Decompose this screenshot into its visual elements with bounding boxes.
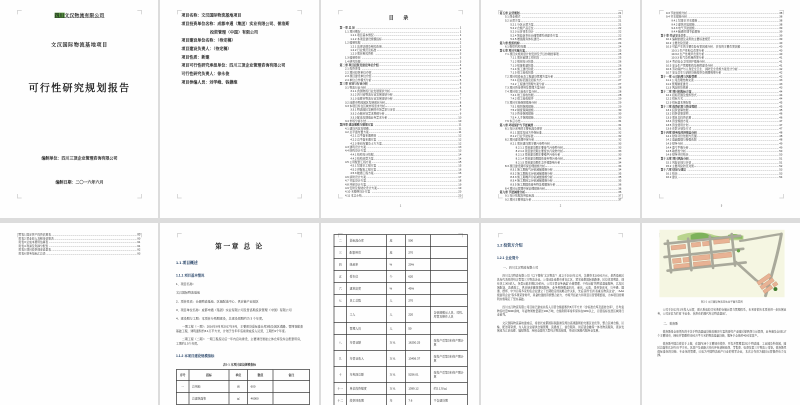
toc-entry[interactable]: 3.3.1 物流园区发展的市场需求与定位 9 [350, 108, 462, 112]
toc-entry[interactable]: 8.2.1.2 项目建设期主要废水污染物分析 33 [515, 149, 622, 153]
toc-entry[interactable]: 第十四章 财务及经济效益分析 48 [660, 130, 782, 134]
toc-entry[interactable]: 4.2.3 竖向布置及土方方案 12 [350, 141, 462, 145]
body-paragraph: 四川文汉物流有限公司目前已建成并投入运营仓储面积约8万平方米（含标准仓库及温控仓库），日均货物吞吐量3000余吨，年货物周转量超过100万吨，仓储利用率常年保持在90%以上，运营指标位居区域同行业前列。 [497, 305, 625, 317]
table-body [177, 380, 310, 404]
section-heading-1-1-1: 1.1.1 项目基本情况 [176, 273, 205, 278]
page-thumbnail-8[interactable] [321, 223, 479, 405]
toc-entry[interactable]: 4.1 建设内容及规模 11 [344, 127, 462, 131]
toc-entry[interactable]: 第十五章 项目风险分析 51 [660, 157, 782, 161]
toc-entry[interactable]: 9.4 节水措施分析 38 [665, 15, 782, 19]
toc-entry[interactable]: 7.1.3 报批报建阶段 26 [510, 63, 622, 67]
toc-entry[interactable]: 7.5.1 组织保障措施 29 [510, 104, 622, 108]
toc-entry[interactable]: 1.3 编制原则 3 [344, 56, 462, 60]
toc-entry[interactable]: 第四章 建设规模与规划方案 11 [339, 123, 462, 127]
toc-entry[interactable]: 3.3.3 配送及增值业务需求分析 10 [350, 115, 462, 119]
toc-entry[interactable]: 4.4.2 结构选型方案 14 [350, 156, 462, 160]
table-row: 九 年营业收入 万元 13456.37 按投产后第3年稳产期计算 [334, 351, 467, 367]
site-plan-image [659, 230, 784, 298]
highlighted-text: 四川 [54, 12, 65, 18]
body-paragraph: 普洛斯是全球领先的专注于物流基础设施及解决方案的现代产业园区提供商与运营商，业务遍及全球117个主要城市，拥有并管理约5500万平方米的物流基础设施，服务于全球约4000家客户。 [656, 330, 786, 337]
page-thumbnail-10[interactable] [642, 223, 800, 405]
toc-entry[interactable]: 9.2 项目主要耗能分析 37 [505, 198, 622, 202]
toc-entry[interactable]: 13.6 还款计划及方式 47 [665, 127, 782, 131]
table-row: 六 建筑密度 % 45% [334, 283, 467, 295]
table-row: 工人 人 220 含装卸搬运人员、司机、库管及操作人员 [334, 307, 467, 323]
project-info-line: 项目建设负责人：（待定稿） [181, 46, 232, 51]
toc-entry[interactable]: 14.5 敏感性分析 50 [665, 149, 782, 153]
body-paragraphs [497, 274, 624, 333]
page-thumbnail-4[interactable] [481, 0, 639, 218]
toc-entry[interactable]: 第六章 组织机构 24 [499, 41, 622, 45]
toc-entry[interactable]: 附表6 财务指标汇总表 93 [18, 251, 141, 255]
margin-mark [137, 194, 141, 198]
page-thumbnail-3[interactable] [321, 0, 479, 218]
toc-entry[interactable]: 10.3.2 生产性噪声危害分析 40 [670, 52, 782, 56]
toc-entry[interactable]: 5.1 商业模式 21 [505, 15, 622, 19]
toc-entry[interactable]: 2.3 项目建设单位介绍 5 [344, 74, 462, 78]
numbered-item: 1、项目名称： [176, 282, 197, 286]
toc-entry[interactable]: 9.4.4 暖通空调节能措施 39 [670, 30, 782, 34]
toc-entry[interactable]: 7.2 项目招投标及工程建设管理方案分析 27 [505, 75, 622, 79]
table-row: 四 绿地率 % 20% [334, 259, 467, 271]
toc-entry[interactable]: 9.4.3 电气节能措施 39 [670, 26, 782, 30]
toc-entry[interactable]: 3.2 成都市物流园区发展现状分析 8 [344, 100, 462, 104]
cover-project-line: 文汉国际物流基地项目 [51, 42, 108, 48]
toc-entry[interactable]: 1.4 研究范围 3 [344, 59, 462, 63]
toc-entry[interactable]: 5.2.4 智能信息化仓储管理系统建设方案 22 [510, 34, 622, 38]
project-info-line: 投资管理（中国）有限公司 [210, 29, 259, 35]
toc-list [500, 11, 622, 201]
table-row: 十 年利润总额 万元 5256.01 按投产后第3年稳产期计算 [334, 367, 467, 383]
toc-entry[interactable]: 8.2.1.4 项目建设期固体废弃物污染分析 34 [515, 157, 622, 161]
toc-entry[interactable]: 附表5 项目投资现金流量表 92 [18, 248, 141, 252]
toc-entry[interactable]: 4.4 结构设计方案 13 [344, 149, 462, 153]
toc-entry[interactable]: 7.3 项目资金使用及管理方案分析 28 [505, 86, 622, 90]
toc-entry[interactable]: 4.10 无障碍设计方案 20 [344, 190, 462, 194]
toc-entry[interactable]: 第十章 劳动安全卫生 39 [660, 34, 782, 38]
toc-title: 目 录 [388, 14, 412, 21]
toc-entry[interactable]: 10.7 安全卫生与消防设施投资及预期效果分析 42 [665, 71, 782, 75]
toc-entry[interactable]: 10.3.3 电气及机械伤害分析 41 [670, 56, 782, 60]
toc-entry[interactable]: 3.4 市场分析小结 10 [344, 119, 462, 123]
toc-entry[interactable]: 7.5.2 制度保障措施 30 [510, 108, 622, 112]
toc-entry[interactable]: 13.5 资金使用计划 47 [665, 123, 782, 127]
toc-entry[interactable]: 11.1 公司治理结构完善 43 [665, 78, 782, 82]
toc-entry[interactable]: 14.1 财务评价依据与范围 48 [665, 134, 782, 138]
body-paragraphs [176, 325, 303, 346]
toc-entry[interactable]: 第二章 项目投资及建设单位介绍 4 [339, 63, 462, 67]
table-row: 七 员工总数 人 270 [334, 295, 467, 307]
toc-entry[interactable]: 4.5.3 暖通工程方案 16 [350, 171, 462, 175]
toc-entry[interactable]: 14.4 盈亏平衡分析 49 [665, 145, 782, 149]
cover-date: 编制日期：二〇一六年六月 [55, 179, 104, 185]
toc-entry[interactable]: 11.2 管理制度建设 43 [665, 82, 782, 86]
margin-mark [659, 194, 663, 198]
table-caption: 表1-1 本项目建设规模指标 [223, 362, 257, 367]
toc-entry[interactable]: 2.1 投资背景 4 [344, 67, 462, 71]
toc-entry[interactable]: 第十一章 公司治理与风险管理 42 [660, 75, 782, 79]
toc-entry[interactable]: 10.3.1 生产性粉尘危害分析 40 [670, 48, 782, 52]
toc-entry[interactable]: 4.9 安防及智能化设计方案 19 [344, 186, 462, 190]
toc-entry[interactable]: 10.6 劳动保护与人身安全卫生、消防安全设施方案设计分析 42 [665, 67, 782, 71]
page-thumbnail-7[interactable] [160, 223, 318, 405]
table-row: 二 高标准仓库 座 500 [334, 235, 467, 247]
toc-entry[interactable]: 7.2.2 工程建设管理方案分析 27 [510, 82, 622, 86]
page-thumbnail-5[interactable] [642, 0, 800, 218]
toc-entry[interactable]: 附表4 利润及利润分配表 91 [18, 244, 141, 248]
toc-entry[interactable]: 5.2.2 仓储产品定位 22 [510, 26, 622, 30]
toc-entry[interactable]: 附表2 营业收入及税金估算表 90 [18, 237, 141, 241]
toc-entry[interactable]: 8.2.1.1 项目建设期主要废气污染物分析 33 [515, 145, 622, 149]
project-info-line: 项目性质：新建 [181, 54, 210, 60]
toc-entry[interactable]: 7.1.2 规划设计阶段 26 [510, 60, 622, 64]
page-number: 1 [399, 203, 402, 207]
toc-entry[interactable]: 1.2.1 法律法规及相关政策 2 [350, 44, 462, 48]
toc-entry[interactable]: 10.2 主要危险因素 40 [665, 41, 782, 45]
project-info-list [182, 11, 306, 86]
toc-entry[interactable]: 13.4 资金筹措方案 47 [665, 119, 782, 123]
toc-entry[interactable]: 4.4.1 结构设计依据 14 [350, 153, 462, 157]
toc-entry[interactable]: 7.5.3 资金保障措施 30 [510, 112, 622, 116]
toc-entry[interactable]: 13.3 项目总投资估算 46 [665, 116, 782, 120]
toc-entry[interactable]: 8.3.4 施工期扬尘污染减缓措施分析 35 [510, 179, 622, 183]
toc-list [660, 11, 782, 179]
toc-entry[interactable]: 8.1.2 行业节能标准 32 [510, 134, 622, 138]
toc-entry[interactable]: 8.3 项目建设期环保治理措施分析 34 [505, 164, 622, 168]
toc-entry[interactable]: 4.11 本章小结 20 [344, 194, 462, 198]
table-row: 三 配套用房 座 270 [334, 247, 467, 259]
table-row: 管理人员 人 50 [334, 323, 467, 335]
toc-entry[interactable]: 7.5 项目实施保障措施分析 29 [505, 101, 622, 105]
toc-list [339, 26, 461, 198]
toc-entry[interactable]: 3.3 本项目所在区域市场需求分析 8 [344, 104, 462, 108]
toc-entry[interactable]: 13.2 投资估算说明 46 [665, 112, 782, 116]
toc-entry[interactable]: 第十六章 结论与建议 53 [660, 168, 782, 172]
toc-entry[interactable]: 附表3 总成本费用估算表 91 [18, 240, 141, 244]
toc-entry[interactable]: 7.4.1 竣工验收依据 28 [510, 93, 622, 97]
toc-entry[interactable]: 4.5.1 给排水工程方案 15 [350, 164, 462, 168]
body-paragraph: 二期工程（二期）：一期工程投运后一年内启动建设，主要建设智能立体仓库及综合配套用房，工期约1.5个年度。 [176, 337, 304, 345]
toc-entry[interactable]: 7.1.1 项目前期工作阶段 25 [510, 56, 622, 60]
chapter-title: 第一章 总 论 [215, 242, 265, 251]
toc-entry[interactable]: 10.5 安全生产管理机构及制度建设分析 41 [665, 63, 782, 67]
toc-entry[interactable]: 7.4.2 竣工验收程序 29 [510, 97, 622, 101]
numbered-item: 文汉国际物流基地 [176, 290, 201, 295]
margin-mark [178, 194, 182, 198]
toc-entry[interactable]: 7.5.4 人才保障措施 30 [510, 116, 622, 120]
toc-entry[interactable]: 8.3.3 施工期噪声污染减缓措施分析 35 [510, 175, 622, 179]
subsection-label: 二、普洛斯 [662, 321, 678, 326]
numbered-item: 3、项目单位名称：成都申通（集团）实业有限公司及普洛斯投资管理（中国）有限公司 [176, 308, 293, 312]
toc-entry[interactable]: 4.6 消防设计方案 17 [344, 175, 462, 179]
toc-entry[interactable]: 16.1 结论 53 [665, 172, 782, 176]
toc-entry[interactable]: 1.2.2 行业规范及标准 2 [350, 48, 462, 52]
toc-entry[interactable]: 4.8 环保设计方案 19 [344, 182, 462, 186]
toc-entry[interactable]: 7.4 项目竣工验收方案分析 28 [505, 89, 622, 93]
scale-indicator-table [176, 369, 310, 404]
page-thumbnail-6[interactable] [0, 223, 158, 405]
toc-entry[interactable]: 2.4 单位合作模式分析 5 [344, 78, 462, 82]
toc-entry[interactable]: 7.2.1 招标范围及招标方式 27 [510, 78, 622, 82]
project-info-line: 项目可行性研究承担单位：四川三顶企业管理咨询有限公司 [181, 62, 286, 68]
toc-entry[interactable]: 1.1.1 项目基本情况 1 [350, 33, 462, 37]
numbered-item: 2、项目性质：仓储物流基地、区域配送中心、供应链产业园区 [176, 299, 260, 303]
body-paragraph: 普洛斯中国总部位于上海，在国内38个主要城市投资、开发并管理着252个物流园、工业园及科创园，园区总面积达2870万平方米。其客户及战略合作伙伴包括制造商、零售商、电商及第三方物流公司等。普洛斯凭借标准化的设施、专业化的管理，已成为中国物流地产行业的领军企业，本次合作将为园区运营提供有力支撑。 [656, 342, 786, 357]
toc-entry[interactable]: 1.2 编制依据 2 [344, 41, 462, 45]
page-thumbnail-1[interactable] [0, 0, 158, 218]
toc-entry[interactable]: 第八章 环境保护与节能减排 31 [499, 123, 622, 127]
toc-entry[interactable]: 1.1.2 本项目建设规模指标 1 [350, 37, 462, 41]
toc-entry[interactable]: 10.3 可能产生的主要危险有害因素分析、涉及的主要危害因素 40 [665, 45, 782, 49]
table-header-row [177, 370, 310, 381]
toc-entry[interactable]: 7.1.4 施工建设阶段 26 [510, 67, 622, 71]
project-info-line: 项目建设单位名称：（待定稿） [181, 37, 236, 43]
toc-entry[interactable]: 4.5.2 供配电工程方案 16 [350, 168, 462, 172]
toc-entry[interactable]: 3.1.3 成都市物流行业发展现状分析 7 [350, 97, 462, 101]
table-body [334, 235, 467, 405]
table-row: 八 年营业额 万元 16250.25 按投产后第3年稳产期计算 [334, 335, 467, 351]
toc-entry[interactable]: 8.3.5 施工期固体废弃物处理措施分析 36 [510, 183, 622, 187]
page-thumbnail-9[interactable] [481, 223, 639, 405]
toc-entry[interactable]: 9.4.1 给排水节水措施 38 [670, 19, 782, 23]
toc-entry[interactable]: 7.1 项目实施进度计划安排及予以协调的事项 25 [505, 52, 622, 56]
project-info-line: 项目名称：文汉国际物流基地项目 [181, 12, 242, 18]
table-header-cell: 指标 [189, 370, 229, 381]
toc-entry[interactable]: 3.1.2 四川省物流行业发展现状分析 7 [350, 93, 462, 97]
toc-entry[interactable]: 第三章 市场与行业分析 6 [339, 82, 462, 86]
toc-entry[interactable]: 14.2 基础数据与参数选取 48 [665, 138, 782, 142]
toc-entry[interactable]: 9.1 设计依据及用能标准 37 [505, 194, 622, 198]
project-info-line: 可行性研究负责人：徐永俊 [181, 71, 230, 76]
toc-list [19, 233, 141, 255]
margin-mark [298, 194, 302, 198]
body-paragraph: 文汉国际物流基地建成后，将依托成都国际铁路港及周边高速路网的交通区位优势，整合区域仓储、运输、配送等资源，为入驻企业提供仓储管理、流通加工、信息服务、供应链金融等一体化物流服务，逐步发展成为立足成都、辐射西南、连接全国的大型综合物流枢纽，带动区域现代服务业发展。 [497, 321, 625, 333]
toc-entry[interactable]: 1.1 项目概况 1 [344, 30, 462, 34]
scale-indicator-table-continued [333, 234, 467, 405]
toc-entry[interactable]: 4.7 节能设计方案 18 [344, 179, 462, 183]
toc-entry[interactable]: 8.2 项目建设期环保分析 32 [505, 138, 622, 142]
section-heading-1-2-1: 1.2.1 企业简介 [497, 256, 519, 260]
toc-entry[interactable]: 第九章 节能减排分析 36 [499, 190, 622, 194]
toc-entry[interactable]: 8.1 设计采用的主要标准及规范 31 [505, 127, 622, 131]
toc-entry[interactable]: 8.2.1.3 项目建设期主要噪声污染分析 33 [515, 153, 622, 157]
toc-entry[interactable]: 15.2 主要风险防范对策 52 [665, 164, 782, 168]
toc-entry[interactable]: 13.1 投资估算依据 45 [665, 108, 782, 112]
toc-entry[interactable]: 4.3 建筑设计方案 13 [344, 145, 462, 149]
body-paragraph: 一期工程（一期）：2016年8月至2017年8月，主要建设高标准仓库3栋及园区道路、管网等配套基础工程，建筑面积约3.1万平方米，计划于当年年底前建成投入运营，工期约1个年度。 [176, 324, 304, 333]
toc-entry[interactable]: 12.1 招标范围及组织形式 44 [665, 93, 782, 97]
toc-entry[interactable]: 4.5 公用配套工程方案 15 [344, 160, 462, 164]
toc-entry[interactable]: 5.2.1 分区运营方案 21 [510, 22, 622, 26]
numbered-item: 4、建设期与工期：本项目分两期建设，总建设周期约为 3 个年度。 [176, 316, 266, 321]
toc-entry[interactable]: 8.3.1 施工期废气污染减缓措施分析 34 [510, 168, 622, 172]
toc-entry[interactable]: 第十二章 项目招投标方案 44 [660, 89, 782, 93]
table-row: 一 总用地 亩 600 [177, 380, 310, 392]
toc-entry[interactable]: 3.1 物流行业分析 6 [344, 85, 462, 89]
table-row: 十二 投资回收期 年 7.6 不含建设期 [334, 395, 467, 405]
table-row: 十一 单位投资强度 万元 1399.12 约2.1万/㎡ [334, 383, 467, 395]
margin-mark [17, 194, 21, 198]
toc-entry[interactable]: 5.2.3 运价体系设计 22 [510, 30, 622, 34]
section-heading-1-2: 1.2 投资方介绍 [497, 243, 523, 248]
toc-entry[interactable]: 4.2.2 总平面布置方案 12 [350, 138, 462, 142]
toc-entry[interactable]: 14.6 财务评价结论 50 [665, 153, 782, 157]
project-info-line: 项目参编人员：刘学峰、钱德维 [181, 79, 238, 85]
toc-entry[interactable]: 3.3.2 仓储市场需求规模分析 9 [350, 112, 462, 116]
toc-entry[interactable]: 1.2.3 项目相关资料 3 [350, 52, 462, 56]
toc-entry[interactable]: 14.3 财务分析 49 [665, 142, 782, 146]
toc-entry[interactable]: 9.4.2 建筑节能措施 38 [670, 22, 782, 26]
cover-company-line: 四川文汉物流有限公司 [54, 12, 105, 18]
table-header-cell: 数值 [248, 370, 273, 381]
subsection-label: 一、四川文汉物流有限公司 [503, 265, 539, 270]
toc-entry[interactable]: 5.2.5 增值服务体系建设 23 [510, 37, 622, 41]
project-info-line: 项目投资单位名称：成都申通（集团）实业有限公司、普洛斯 [181, 21, 290, 26]
toc-entry[interactable]: 8.1.1 国家及地方环保标准 32 [510, 130, 622, 134]
body-paragraph: 公司于2012年1月投入运营，现已形成较为完善的仓储运营与管理体系，未来将依托本项目进一步拓展业务，公司定位为打造“专业化、信息化的现代综合物流基地”。 [656, 308, 786, 316]
toc-entry[interactable]: 7.6 本章小结 31 [505, 119, 622, 123]
toc-entry[interactable]: 10.4 劳动安全卫生防护措施分析 41 [665, 60, 782, 64]
body-paragraph: 四川文汉物流有限公司（以下简称“文汉物流”）成立于2010年12月，注册资本10000万元，是西南地区具有代表性的综合型第三方物流企业。公司地处成都市青白江区，紧邻成都国际铁路港，区位优势明显，现有员工300余人，各类运输车辆120余台。公司主营业务涵盖“仓储管理、干线运输”的物流基础服务，以及区域配送、流通加工、供应链金融等增值服务，业务网络覆盖四川、重庆、云南、贵州等省市，与申通、圆通、德邦、中外运等多家知名企业建立了长期稳定的战略合作关系，先后获得“四川省重点物流企业”、“AAA级信用企业”等多项荣誉称号，具备较强的资源整合能力、市场开拓能力和项目运营管理经验，为本项目的顺利实施奠定了坚实基础。 [497, 274, 625, 301]
table-header-cell: 备注 [273, 370, 310, 381]
toc-entry[interactable]: 4.2.1 总平面布置原则 12 [350, 134, 462, 138]
toc-entry[interactable]: 16.2 建议 54 [665, 175, 782, 179]
cover-prepared-by: 编制单位：四川三顶企业管理咨询有限公司 [41, 155, 118, 161]
section-heading-1-1: 1.1 项目概述 [176, 260, 199, 265]
numbered-item-list [176, 282, 303, 321]
toc-entry[interactable]: 4.2 总平面布置方案 11 [344, 130, 462, 134]
toc-entry[interactable]: 附表1 固定资产投资估算表 90 [18, 233, 141, 237]
toc-entry[interactable]: 第五章 运营规划 21 [499, 11, 622, 15]
margin-mark [779, 194, 783, 198]
toc-entry[interactable]: 12.3 招标基本情况表 45 [665, 101, 782, 105]
toc-entry[interactable]: 8.2.1.5 项目建设期生态环境影响分析 34 [515, 160, 622, 164]
table-header-cell: 序号 [177, 370, 190, 381]
toc-entry[interactable]: 12.2 招标方式 44 [665, 97, 782, 101]
toc-entry[interactable]: 15.1 风险识别与评估 51 [665, 160, 782, 164]
toc-entry[interactable]: 11.3 风险防范机制 43 [665, 86, 782, 90]
table-row: 总建筑面积 ㎡ 46000 [177, 392, 310, 404]
page-number: 2 [559, 203, 562, 207]
toc-entry[interactable]: 2.2 项目投资单位介绍 4 [344, 71, 462, 75]
toc-entry[interactable]: 第十三章 投资估算与资金筹措 45 [660, 104, 782, 108]
toc-entry[interactable]: 8.2.1 项目建设期主要污染物分析 33 [510, 142, 622, 146]
toc-entry[interactable]: 7.1.5 竣工验收阶段 26 [510, 71, 622, 75]
figure-caption: 图1-1 文汉国际物流基地总平面布置图 [700, 300, 743, 304]
toc-entry[interactable]: 10.1 编制依据及采用的主要标准规范 39 [665, 37, 782, 41]
toc-entry[interactable]: 6.1 组织机构设置 24 [505, 45, 622, 49]
toc-entry[interactable]: 8.4 项目运营期环保治理措施分析 36 [505, 186, 622, 190]
cover-report-title: 可行性研究规划报告 [28, 82, 131, 94]
toc-entry[interactable]: 8.3.2 施工期废水污染减缓措施分析 35 [510, 172, 622, 176]
page-number: 3 [720, 203, 722, 207]
toc-entry[interactable]: 5.2 运营方案 21 [505, 19, 622, 23]
page-thumbnail-2[interactable] [160, 0, 318, 218]
table-header-cell: 单位 [229, 370, 248, 381]
table-row: 五 停车位 个 620 [334, 271, 467, 283]
toc-entry[interactable]: 第一章 总 论 1 [339, 26, 462, 30]
toc-entry[interactable]: 第七章 项目实施方案 25 [499, 48, 622, 52]
toc-entry[interactable]: 3.1.1 我国物流行业发展现状分析 6 [350, 89, 462, 93]
toc-entry[interactable]: 9.3 节能措施分析 38 [665, 11, 782, 15]
section-heading-1-1-2: 1.1.2 本项目建设规模指标 [176, 354, 215, 358]
